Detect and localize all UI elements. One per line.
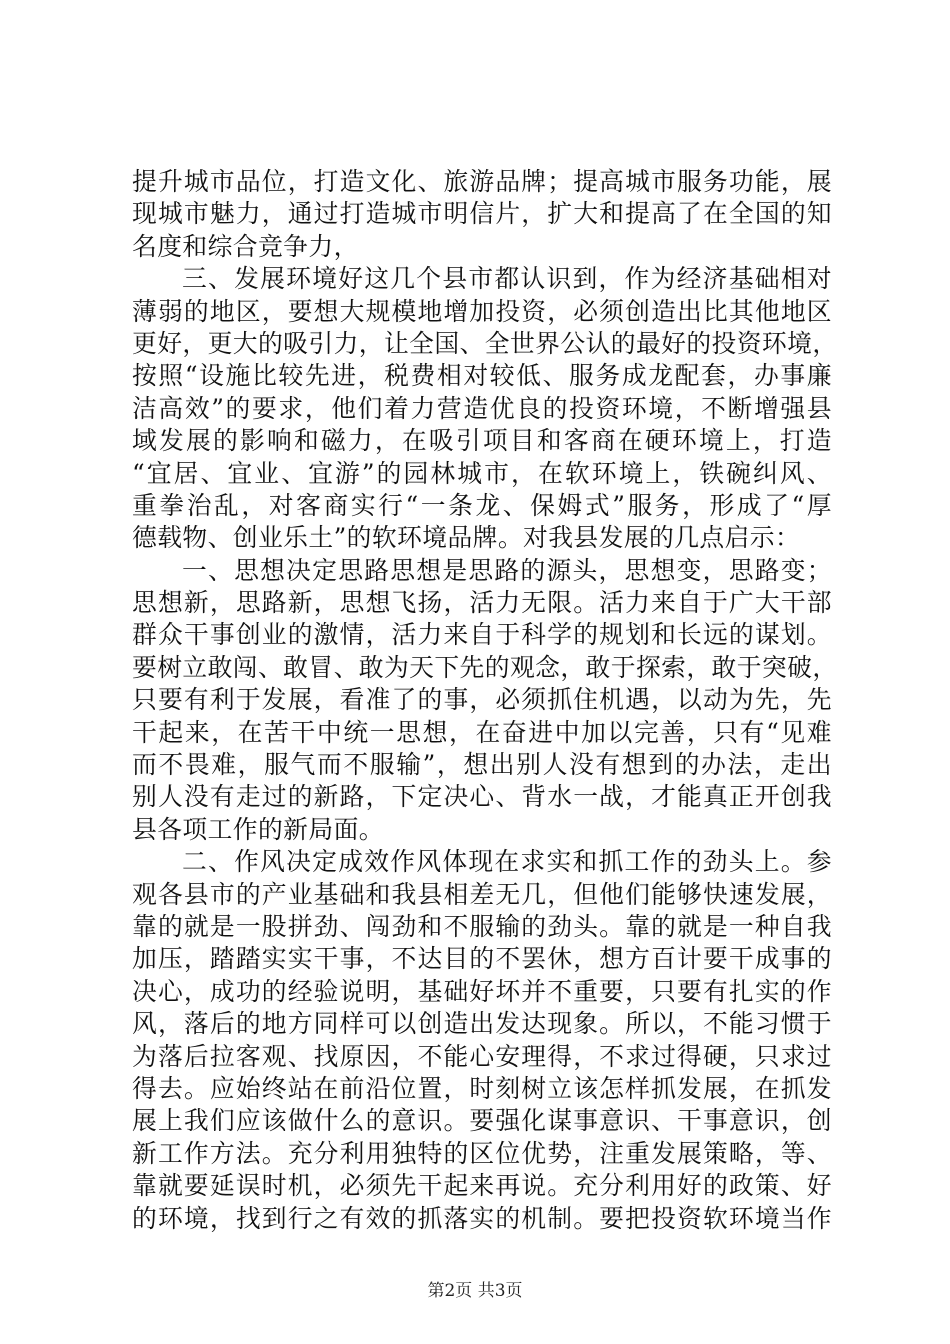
text-line: 群众干事创业的激情，活力来自于科学的规划和长远的谋划。: [132, 620, 832, 650]
page-footer: 第2页 共3页: [427, 1281, 523, 1301]
text-line: 县各项工作的新局面。: [132, 814, 384, 844]
text-line: 按照“设施比较先进，税费相对较低、服务成龙配套，办事廉: [132, 361, 832, 391]
text-line: 为落后拉客观、找原因，不能心安理得，不求过得硬，只求过: [132, 1041, 832, 1071]
text-line: 现城市魅力，通过打造城市明信片，扩大和提高了在全国的知: [132, 199, 832, 229]
text-line: 域发展的影响和磁力，在吸引项目和客商在硬环境上，打造: [132, 426, 832, 456]
text-line: 一、思想决定思路思想是思路的源头，思想变，思路变；: [182, 555, 832, 585]
text-line: “宜居、宜业、宜游”的园林城市，在软环境上，铁碗纠风、: [132, 458, 832, 488]
text-line: 薄弱的地区，要想大规模地增加投资，必须创造出比其他地区: [132, 296, 832, 326]
text-line: 更好，更大的吸引力，让全国、全世界公认的最好的投资环境，: [132, 328, 838, 358]
text-line: 的环境，找到行之有效的抓落实的机制。要把投资软环境当作: [132, 1203, 832, 1233]
text-line: 思想新，思路新，思想飞扬，活力无限。活力来自于广大干部: [132, 588, 832, 618]
text-line: 德载物、创业乐土”的软环境品牌。对我县发展的几点启示：: [132, 523, 801, 553]
text-line: 得去。应始终站在前沿位置，时刻树立该怎样抓发展，在抓发: [132, 1073, 832, 1103]
text-line: 加压，踏踏实实干事，不达目的不罢休，想方百计要干成事的: [132, 944, 832, 974]
text-line: 靠的就是一股拼劲、闯劲和不服输的劲头。靠的就是一种自我: [132, 911, 832, 941]
text-line: 展上我们应该做什么的意识。要强化谋事意识、干事意识，创: [132, 1106, 832, 1136]
text-line: 只要有利于发展，看准了的事，必须抓住机遇，以动为先，先: [132, 685, 832, 715]
text-line: 重拳治乱，对客商实行“一条龙、保姆式”服务，形成了“厚: [132, 490, 832, 520]
text-line: 靠就要延误时机，必须先干起来再说。充分利用好的政策、好: [132, 1171, 832, 1201]
text-line: 提升城市品位，打造文化、旅游品牌；提高城市服务功能，展: [132, 167, 832, 196]
text-line: 而不畏难，服气而不服输”，想出别人没有想到的办法，走出: [132, 750, 832, 780]
text-line: 干起来，在苦干中统一思想，在奋进中加以完善，只有“见难: [132, 717, 832, 747]
text-line: 决心，成功的经验说明，基础好坏并不重要，只要有扎实的作: [132, 976, 832, 1006]
text-line: 要树立敢闯、敢冒、敢为天下先的观念，敢于探索，敢于突破，: [132, 652, 838, 682]
text-line: 别人没有走过的新路，下定决心、背水一战，才能真正开创我: [132, 782, 832, 812]
text-line: 名度和综合竞争力，: [132, 231, 359, 261]
text-line: 洁高效”的要求，他们着力营造优良的投资环境，不断增强县: [132, 393, 832, 423]
text-line: 二、作风决定成效作风体现在求实和抓工作的劲头上。参: [182, 847, 832, 877]
text-line: 风，落后的地方同样可以创造出发达现象。所以，不能习惯于: [132, 1009, 832, 1039]
text-line: 三、发展环境好这几个县市都认识到，作为经济基础相对: [182, 264, 832, 294]
text-line: 新工作方法。充分利用独特的区位优势，注重发展策略，等、: [132, 1138, 832, 1168]
document-body: [132, 166, 838, 1235]
text-line: 观各县市的产业基础和我县相差无几，但他们能够快速发展，: [132, 879, 832, 909]
